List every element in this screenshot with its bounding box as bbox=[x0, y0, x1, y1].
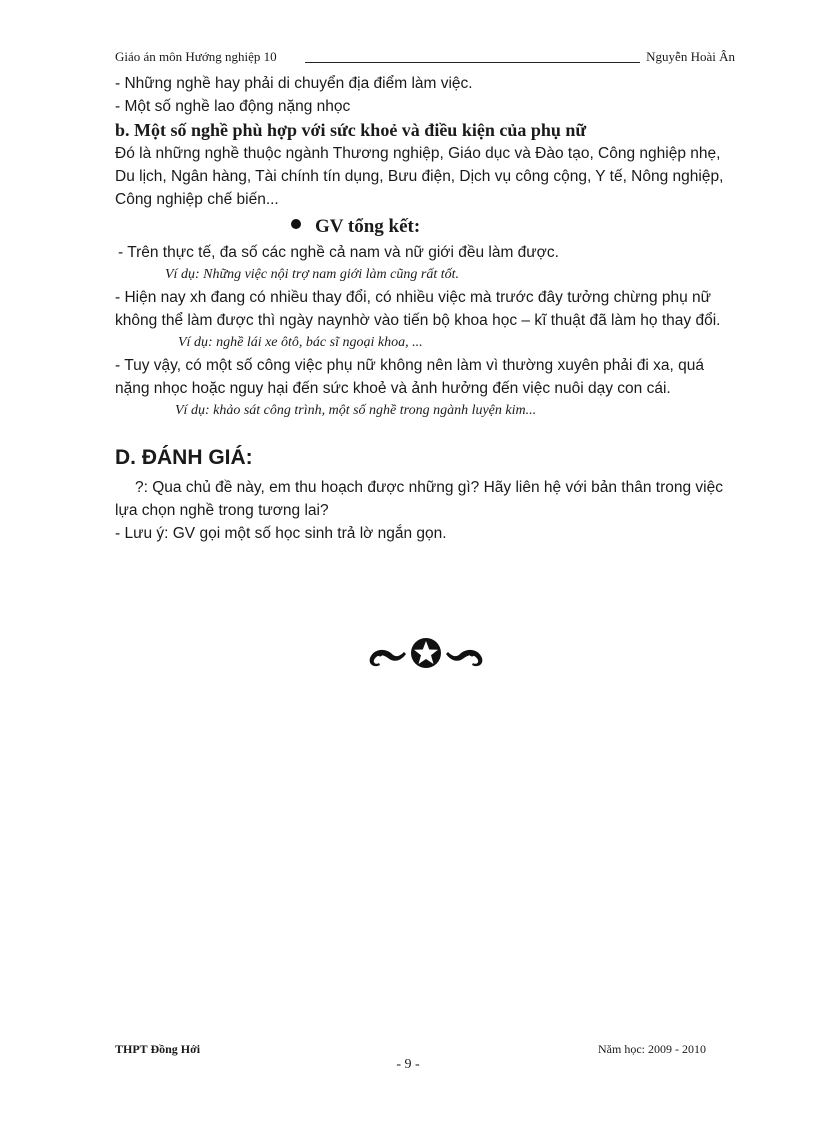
body-line-1: - Những nghề hay phải di chuyển địa điểm làm việc. bbox=[115, 75, 473, 92]
footer-school-year: Năm học: 2009 - 2010 bbox=[598, 1042, 706, 1056]
right-flourish-icon bbox=[446, 650, 482, 666]
section-b-paragraph: Đó là những nghề thuộc ngành Thương nghiệp, Giáo dục và Đào tạo, Công nghiệp nhẹ, Du lịch, Ngân hàng, Tài chính tín dụng, Bưu điện, Dịch vụ công cộng, Y tế, Nông nghiệp, Công nghiệp chế biến... bbox=[115, 145, 724, 208]
decorative-divider-icon bbox=[366, 636, 486, 670]
summary-point-3: - Tuy vậy, có một số công việc phụ nữ không nên làm vì thường xuyên phải đi xa, quá nặng nhọc hoặc nguy hại đến sức khoẻ và ảnh hưởng đến việc nuôi dạy con cái. bbox=[115, 357, 704, 397]
example-3: Ví dụ: khảo sát công trình, một số nghề trong ngành luyện kim... bbox=[175, 403, 537, 418]
review-question: ?: Qua chủ đề này, em thu hoạch được những gì? Hãy liên hệ với bản thân trong việc lựa chọn nghề trong tương lai? bbox=[115, 479, 723, 519]
example-1: Ví dụ: Những việc nội trợ nam giới làm cũng rất tốt. bbox=[165, 267, 459, 282]
summary-heading bbox=[115, 215, 740, 239]
header-author: Nguyễn Hoài Ân bbox=[646, 49, 735, 64]
page-content bbox=[115, 72, 740, 545]
summary-title: GV tổng kết: bbox=[315, 216, 421, 237]
header-subject: Giáo án môn Hướng nghiệp 10 bbox=[115, 49, 277, 64]
section-b-heading: b. Một số nghề phù hợp với sức khoẻ và điều kiện của phụ nữ bbox=[115, 120, 587, 140]
example-2: Ví dụ: nghề lái xe ôtô, bác sĩ ngoại khoa, ... bbox=[178, 335, 423, 350]
page-header bbox=[115, 49, 735, 67]
summary-point-2: - Hiện nay xh đang có nhiều thay đổi, có nhiều việc mà trước đây tưởng chừng phụ nữ không thể làm được thì ngày naynhờ vào tiến bộ khoa học – kĩ thuật đã làm họ thay đổi. bbox=[115, 289, 721, 329]
star-badge-icon bbox=[411, 638, 441, 668]
page-number: - 9 - bbox=[396, 1057, 420, 1072]
section-d-heading: D. ĐÁNH GIÁ: bbox=[115, 446, 253, 469]
review-note: - Lưu ý: GV gọi một số học sinh trả lờ ngắn gọn. bbox=[115, 525, 447, 542]
body-line-2: - Một số nghề lao động nặng nhọc bbox=[115, 98, 351, 115]
footer-school: THPT Đồng Hới bbox=[115, 1042, 201, 1056]
left-flourish-icon bbox=[370, 650, 406, 666]
header-rule bbox=[305, 62, 640, 63]
summary-point-1: - Trên thực tế, đa số các nghề cả nam và nữ giới đều làm được. bbox=[118, 244, 559, 261]
bullet-icon bbox=[291, 219, 301, 229]
